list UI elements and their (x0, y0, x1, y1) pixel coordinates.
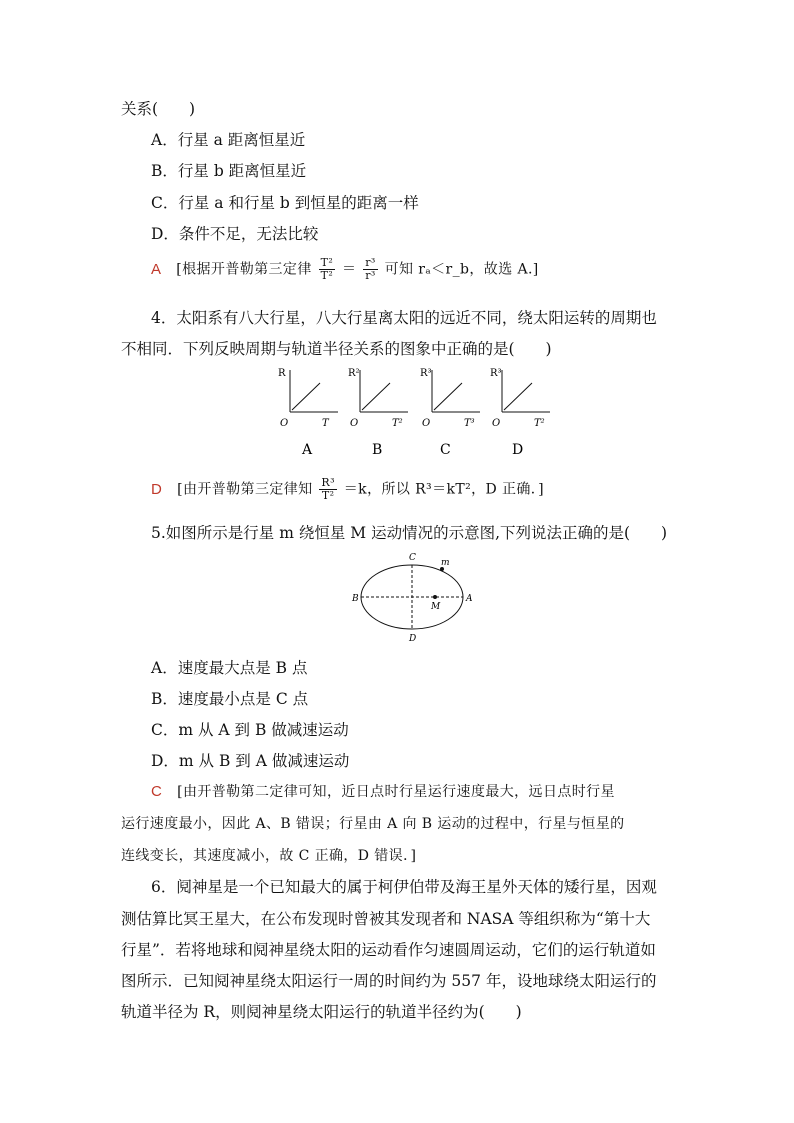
graph-b-x-label: T² (392, 418, 403, 429)
graph-a-origin: O (280, 418, 289, 429)
q3-option-b: B．行星 b 距离恒星近 (151, 162, 307, 180)
graph-c-caption: C (440, 442, 451, 458)
q6-line4: 图所示．已知阋神星绕太阳运行一周的时间约为 557 年，设地球绕太阳运行的 (121, 972, 657, 990)
q3-answer: A (151, 260, 162, 278)
q3-option-d: D．条件不足，无法比较 (151, 225, 319, 243)
graph-a-y-label: R (278, 368, 286, 379)
q3-stem-tail: 关系( ) (121, 100, 196, 118)
q4-stem-line2: 不相同．下列反映周期与轨道半径关系的图象中正确的是( ) (121, 340, 552, 358)
q6-line2: 测估算比冥王星大，在公布发现时曾被其发现者和 NASA 等组织称为“第十大 (121, 910, 651, 928)
q3-fraction-1: $\frac{\text{T²}}{\text{T²}}$ (320, 256, 334, 282)
graph-b-origin: O (350, 418, 359, 429)
q6-line5: 轨道半径为 R，则阋神星绕太阳运行的轨道半径约为( ) (121, 1003, 522, 1021)
q4-graph-b (348, 368, 408, 458)
point-c-label: C (409, 553, 416, 563)
graph-b-caption: B (372, 442, 383, 458)
q4-sol-pre: [由开普勒第三定律知 (177, 481, 313, 498)
star-dot (433, 595, 437, 599)
q3-option-c: C．行星 a 和行星 b 到恒星的距离一样 (151, 194, 419, 212)
q4-fraction: $\frac{\text{R³}}{\text{T²}}$ (321, 476, 335, 502)
point-d-label: D (409, 634, 417, 644)
q4-graph-a (278, 368, 338, 458)
q5-sol-text1: [由开普勒第二定律可知，近日点时行星运行速度最大，远日点时行星 (177, 784, 615, 800)
graph-c-y-label: R³ (420, 368, 432, 379)
q4-stem-line1: 4．太阳系有八大行星，八大行星离太阳的远近不同，绕太阳运转的周期也 (151, 309, 657, 327)
graph-d-origin: O (492, 418, 501, 429)
graph-c-origin: O (422, 418, 431, 429)
graph-d-x-label: T² (534, 418, 545, 429)
q5-stem: 5.如图所示是行星 m 绕恒星 M 运动情况的示意图,下列说法正确的是( ) (151, 524, 668, 542)
q3-fraction-2: $\frac{\text{r³}}{\text{r³}}$ (365, 256, 376, 282)
q5-option-a: A．速度最大点是 B 点 (151, 659, 308, 677)
graph-a-caption: A (302, 442, 313, 458)
q3-sol-pre: [根据开普勒第三定律 (176, 261, 312, 278)
q3-equals: ＝ (342, 261, 357, 278)
q5-solution-line3: 连线变长，其速度减小，故 C 正确，D 错误．] (121, 848, 417, 864)
graph-a-x-label: T (322, 418, 329, 429)
graph-c-x-label: T³ (464, 418, 475, 429)
planet-m-label: m (441, 558, 450, 568)
graph-d-caption: D (512, 442, 524, 458)
q5-option-d: D．m 从 B 到 A 做减速运动 (151, 752, 350, 770)
q6-line3: 行星”．若将地球和阋神星绕太阳的运动看作匀速圆周运动，它们的运行轨道如 (121, 941, 656, 959)
q4-graph-d (490, 368, 550, 458)
q3-solution (151, 257, 539, 282)
q4-answer: D (151, 480, 163, 498)
q5-answer: C (151, 783, 163, 800)
q5-solution-line2: 运行速度最小，因此 A、B 错误；行星由 A 向 B 运动的过程中，行星与恒星的 (121, 816, 625, 832)
q3-option-a: A．行星 a 距离恒星近 (151, 131, 306, 149)
q6-line1: 6．阋神星是一个已知最大的属于柯伊伯带及海王星外天体的矮行星，因观 (151, 878, 657, 896)
q5-option-c: C．m 从 A 到 B 做减速运动 (151, 721, 349, 739)
q3-sol-post: 可知 rₐ＜r_b，故选 A.] (384, 261, 539, 278)
graph-d-y-label: R³ (490, 368, 502, 379)
point-a-label: A (466, 594, 473, 604)
q4-sol-post: ＝k，所以 R³＝kT²，D 正确．] (343, 481, 545, 498)
point-b-label: B (352, 594, 359, 604)
graph-b-y-label: R² (348, 368, 360, 379)
q4-graph-c (420, 368, 480, 458)
q4-solution (151, 477, 544, 502)
q5-orbit-diagram (345, 549, 480, 644)
q4-graphs (270, 366, 560, 462)
q5-solution-line1 (151, 781, 615, 801)
star-m-label: M (431, 602, 441, 612)
q5-option-b: B．速度最小点是 C 点 (151, 690, 309, 708)
